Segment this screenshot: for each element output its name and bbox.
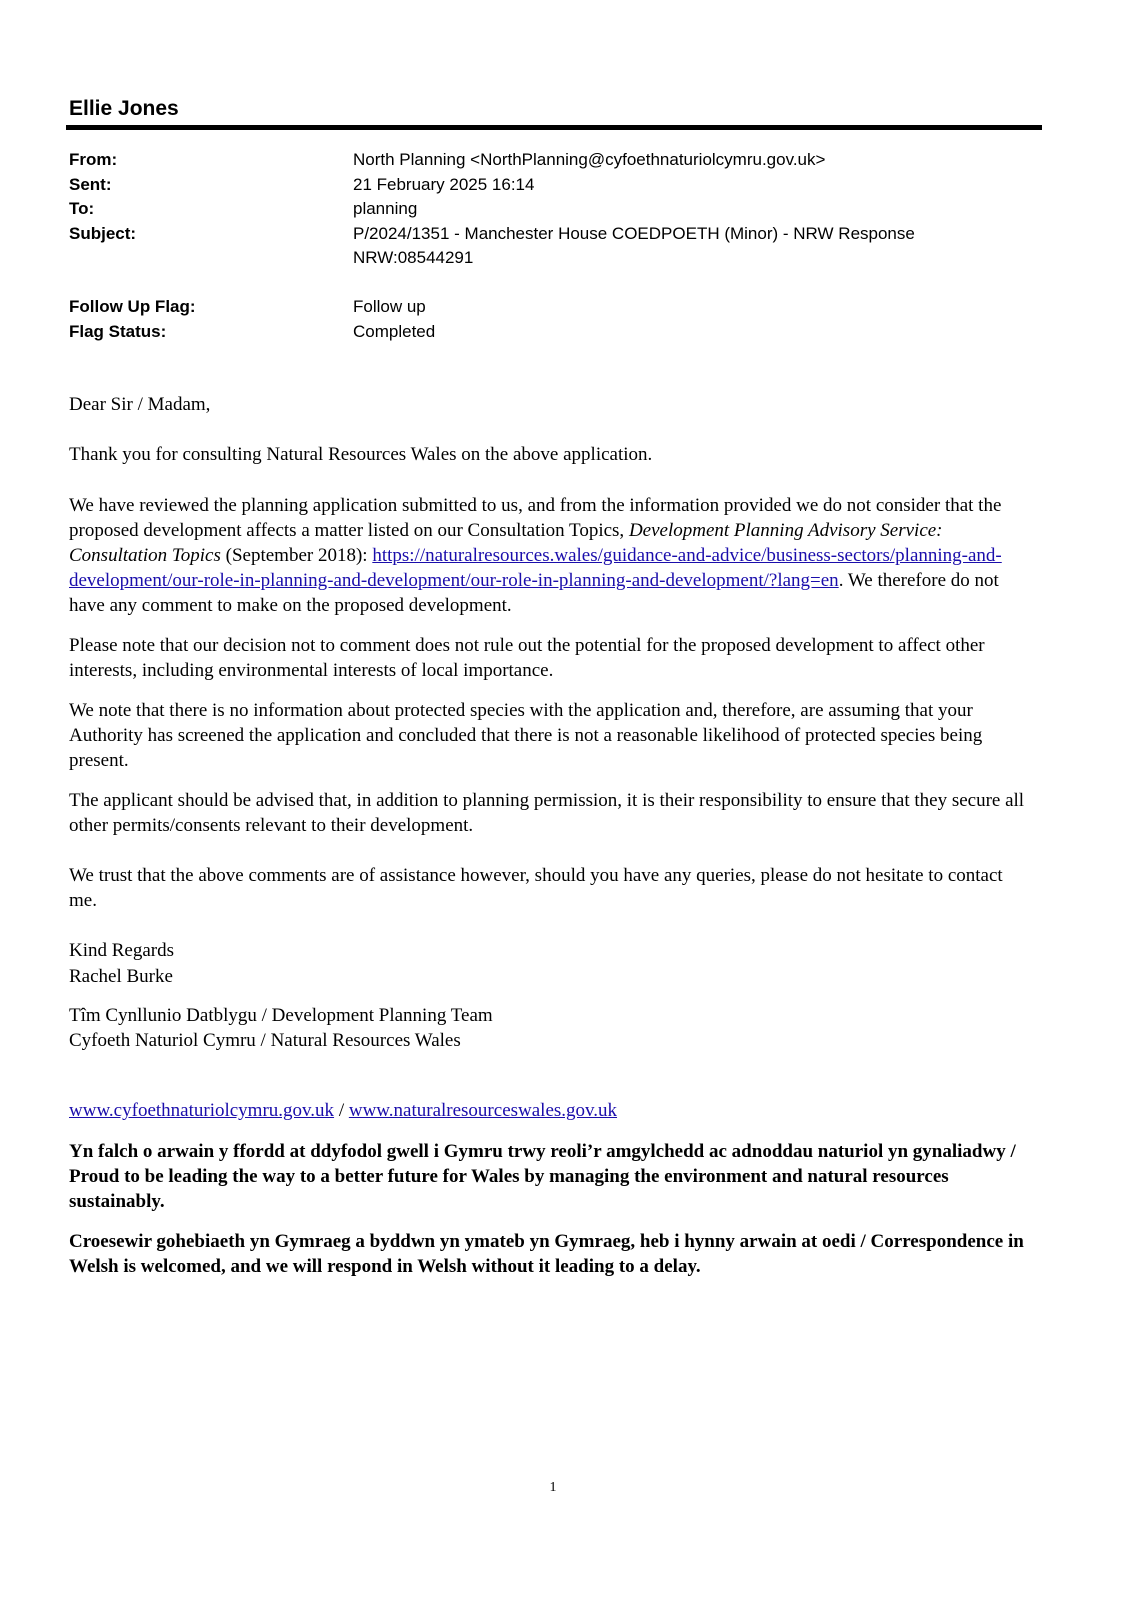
tagline: Yn falch o arwain y ffordd at ddyfodol gwell i Gymru trwy reoli’r amgylchedd ac adnoddau naturiol yn gynaliadwy / Proud to be leading the way to a better future for Wales by managing the environment and natural resources sustainably. [69, 1141, 1016, 1212]
permits-paragraph: The applicant should be advised that, in addition to planning permission, it is their responsibility to ensure that they secure all other permits/consents relevant to their development. [69, 790, 1025, 836]
closing-paragraph: We trust that the above comments are of assistance however, should you have any queries, please do not hesitate to contact me. [69, 865, 1003, 911]
follow-up-flag-label: Follow Up Flag: [69, 297, 196, 316]
from-value: North Planning <NorthPlanning@cyfoethnaturiolcymru.gov.uk> [353, 150, 826, 169]
website-links [69, 1098, 1029, 1123]
sent-label: Sent: [69, 174, 112, 194]
welsh-website-link[interactable]: www.cyfoethnaturiolcymru.gov.uk [69, 1100, 335, 1121]
sign-off: Kind Regards [69, 940, 175, 961]
consultation-topics-title: Development Planning Advisory Service: Consultation Topics [69, 520, 943, 566]
website-separator: / [334, 1100, 349, 1121]
flag-status-label: Flag Status: [69, 321, 167, 341]
english-website-link[interactable]: www.naturalresourceswales.gov.uk [348, 1100, 618, 1121]
subject-value-line2: NRW:08544291 [353, 248, 474, 267]
page-number: 1 [549, 1480, 557, 1495]
subject-value-line1: P/2024/1351 - Manchester House COEDPOETH (Minor) - NRW Response [353, 223, 915, 243]
consultation-text-a: We have reviewed the planning application submitted to us, and from the information provided we do not consider that the proposed development affects a matter listed on our Consultation Topics, [69, 495, 1002, 541]
consultation-text-c: . We therefore do not have any comment to make on the proposed development. [69, 570, 999, 616]
to-label: To: [69, 199, 95, 218]
mailbox-owner-name: Ellie Jones [69, 97, 179, 120]
from-label: From: [69, 150, 118, 169]
decision-paragraph: Please note that our decision not to comment does not rule out the potential for the proposed development to affect other interests, including environmental interests of local importance. [69, 635, 985, 681]
header-rule [66, 125, 1042, 130]
consultation-text-b: (September 2018): [220, 545, 373, 566]
flag-status-value: Completed [353, 321, 436, 341]
sent-value: 21 February 2025 16:14 [353, 174, 535, 194]
follow-up-flag-value: Follow up [353, 297, 426, 316]
subject-label: Subject: [69, 223, 137, 243]
signer-name: Rachel Burke [69, 966, 173, 987]
thanks-paragraph: Thank you for consulting Natural Resources Wales on the above application. [69, 444, 653, 465]
to-value: planning [353, 199, 418, 218]
protected-species-paragraph: We note that there is no information about protected species with the application and, therefore, are assuming that your Authority has screened the application and concluded that there is not a reasonable likelihood of protected species being present. [69, 700, 983, 771]
welsh-language-note: Croesewir gohebiaeth yn Gymraeg a byddwn yn ymateb yn Gymraeg, heb i hynny arwain at oedi / Correspondence in Welsh is welcomed, and we will respond in Welsh without it leading to a delay. [69, 1231, 1024, 1277]
greeting: Dear Sir / Madam, [69, 394, 211, 415]
consultation-topics-link[interactable]: https://naturalresources.wales/guidance-and-advice/business-sectors/planning-and-development/our-role-in-planning-and-development/our-role-in-planning-and-development/?lang=en [69, 545, 1002, 591]
organisation-name: Cyfoeth Naturiol Cymru / Natural Resources Wales [69, 1030, 461, 1051]
team-name: Tîm Cynllunio Datblygu / Development Planning Team [69, 1005, 493, 1026]
consultation-paragraph [69, 493, 1029, 618]
